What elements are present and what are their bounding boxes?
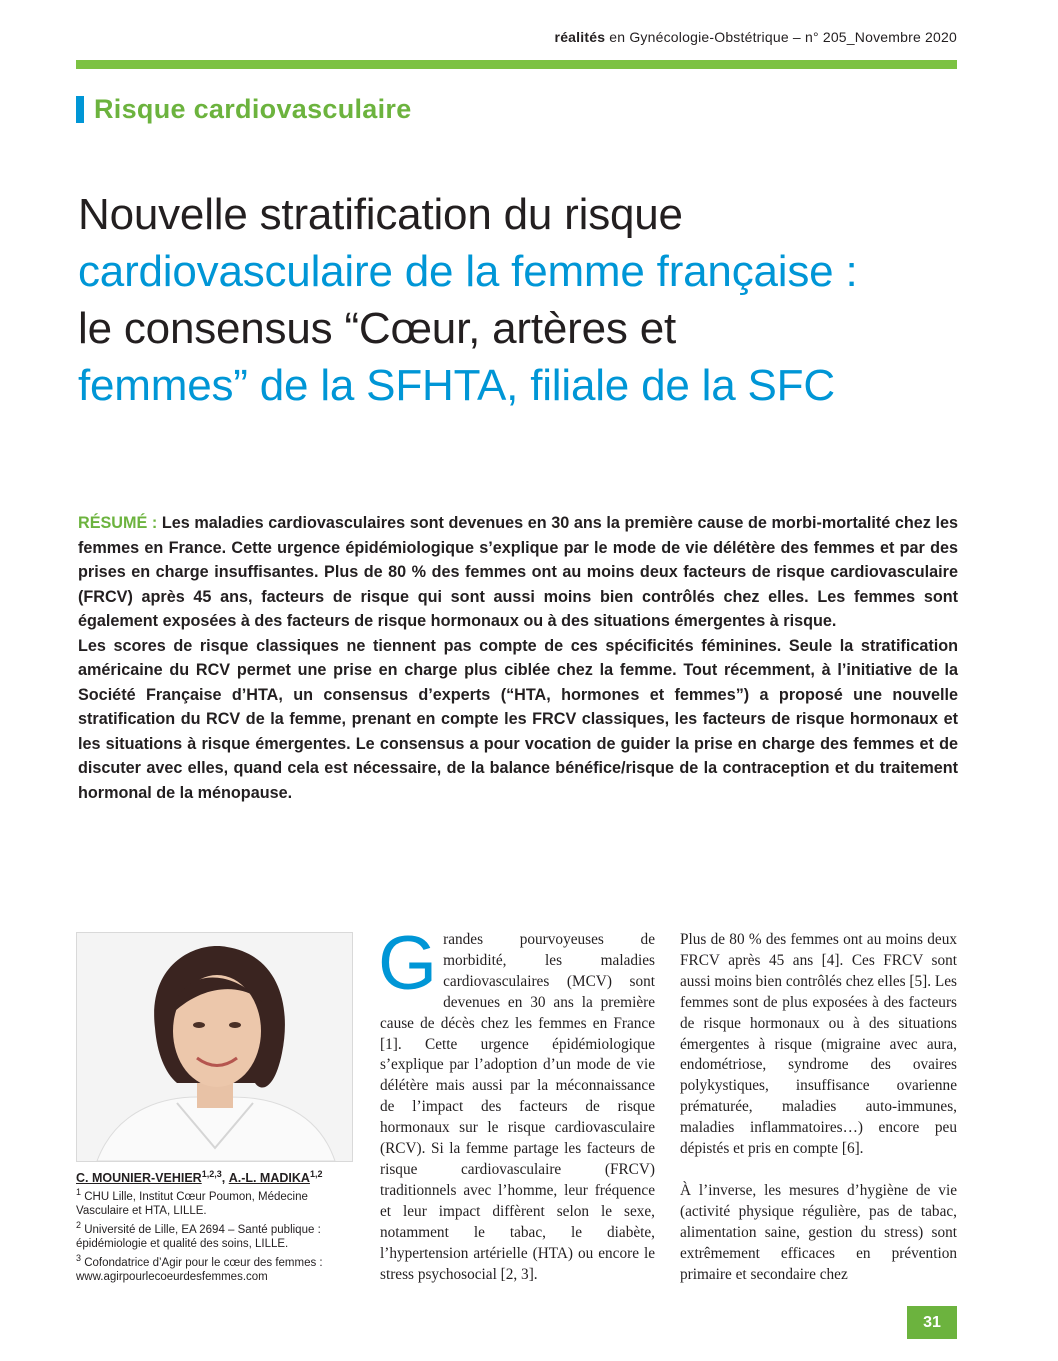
author-2: A.-L. MADIKA — [228, 1171, 310, 1186]
abstract-paragraph-1: Les maladies cardiovasculaires sont devenues en 30 ans la première cause de morbi-mortalité chez les femmes en France. Cette urgence épidémiologique s’explique par le mode de vie délétère des femmes et par des prises en charge insuffisantes. Plus de 80 % des femmes ont au moins deux facteurs de risque cardiovasculaire (FRCV) après 45 ans, facteurs de risque qui sont aussi moins bien contrôlés chez elles. Les femmes sont également exposées à des facteurs de risque hormonaux ou à des situations émergentes à risque. — [78, 514, 958, 630]
affiliation-3 — [76, 1251, 356, 1284]
author-1-affiliations: 1,2,3 — [201, 1169, 222, 1179]
drop-cap: G — [378, 921, 438, 1006]
page-number: 31 — [907, 1306, 957, 1339]
affiliation-3-text: Cofondatrice d’Agir pour le cœur des femmes : www.agirpourlecoeurdesfemmes.com — [76, 1256, 323, 1283]
title-line-1: Nouvelle stratification du risque — [78, 190, 683, 239]
article-title — [78, 186, 978, 414]
affiliation-2-number: 2 — [76, 1219, 82, 1230]
authors-block — [76, 1167, 356, 1284]
affiliation-3-number: 3 — [76, 1252, 82, 1263]
abstract — [78, 511, 958, 805]
running-header — [555, 29, 957, 45]
header-green-bar — [76, 60, 957, 69]
affiliation-2-text: Université de Lille, EA 2694 – Santé publique : épidémiologie et qualité des soins, LILLE. — [76, 1223, 321, 1250]
issue-info: en Gynécologie-Obstétrique – n° 205_Novembre 2020 — [605, 29, 957, 45]
author-2-affiliations: 1,2 — [309, 1169, 323, 1179]
body-column-2 — [680, 930, 957, 1286]
title-line-3: le consensus “Cœur, artères et — [78, 304, 677, 353]
journal-name: réalités — [554, 29, 606, 45]
rubric-label: Risque cardiovasculaire — [94, 93, 412, 124]
title-line-4: femmes” de la SFHTA, filiale de la SFC — [78, 361, 835, 410]
author-1: C. MOUNIER-VEHIER — [76, 1171, 202, 1186]
body-paragraph-1: randes pourvoyeuses de morbidité, les maladies cardiovasculaires (MCV) sont devenues en 30 ans la première cause de décès chez les femmes en France [1]. Cette urgence épidémiologique s’explique par l’adoption d’un mode de vie délétère mais aussi par la méconnaissance de l’impact des facteurs de risque hormonaux sur le risque cardiovasculaire (RCV). Si la femme partage les facteurs de risque cardiovasculaire (FRCV) traditionnels avec l’homme, leur fréquence et leur impact diffèrent selon le sexe, notamment le tabac, le diabète, l’hypertension artérielle (HTA) ou encore le stress psychosocial [2, 3]. — [380, 931, 655, 1283]
affiliation-2 — [76, 1218, 356, 1251]
body-paragraph-2: Plus de 80 % des femmes ont au moins deux FRCV après 45 ans [4]. Ces FRCV sont aussi moins bien contrôlés chez elles [5]. Les femmes sont de plus exposées à des facteurs de risque hormonaux ou à des situations émergentes à risque (migraine avec aura, endométriose, syndrome des ovaires polykystiques, insuffisance ovarienne prématurée, maladies auto-immunes, maladies inflammatoires…) encore peu dépistés et pris en compte [6]. — [680, 931, 957, 1158]
author-photo — [76, 932, 353, 1162]
body-paragraph-3: À l’inverse, les mesures d’hygiène de vie (activité physique régulière, pas de tabac, alimentation saine, gestion du stress) sont extrêmement efficaces en prévention primaire et secondaire chez — [680, 1181, 957, 1283]
author-separator: , — [221, 1171, 229, 1186]
author-portrait-illustration — [77, 933, 352, 1161]
affiliation-1-text: CHU Lille, Institut Cœur Poumon, Médecine Vasculaire et HTA, LILLE. — [76, 1190, 308, 1217]
body-column-1 — [378, 921, 655, 1285]
affiliation-1 — [76, 1185, 356, 1218]
rubric — [76, 93, 412, 125]
title-line-2: cardiovasculaire de la femme française : — [78, 247, 858, 296]
abstract-label: RÉSUMÉ : — [78, 514, 158, 532]
rubric-marker — [76, 96, 84, 123]
abstract-paragraph-2: Les scores de risque classiques ne tiennent pas compte de ces spécificités féminines. Seule la stratification américaine du RCV permet une prise en charge plus ciblée chez la femme. Tout récemment, à l’initiative de la Société Française d’HTA, un consensus d’experts (“HTA, hormones et femmes”) a proposé une nouvelle stratification du RCV de la femme, prenant en compte les FRCV classiques, les facteurs de risque hormonaux et les situations à risque émergentes. Le consensus a pour vocation de guider la prise en charge des femmes et de discuter avec elles, quand cela est nécessaire, de la balance bénéfice/risque de la contraception et du traitement hormonal de la ménopause. — [78, 636, 958, 802]
affiliation-1-number: 1 — [76, 1187, 82, 1198]
author-names — [76, 1167, 356, 1185]
